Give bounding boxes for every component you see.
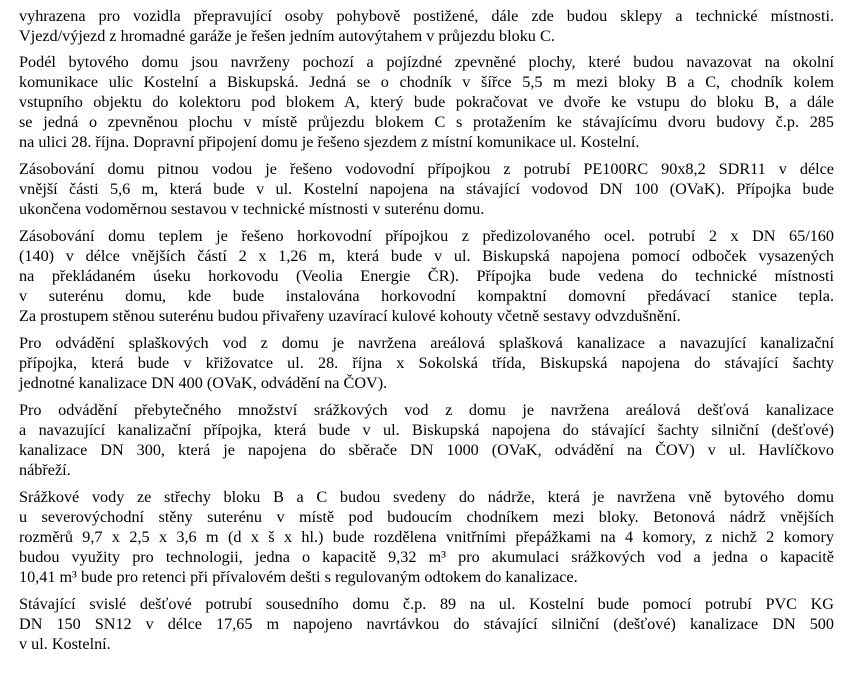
text-line: Vjezd/výjezd z hromadné garáže je řešen jedním autovýtahem v průjezdu bloku C. bbox=[19, 27, 555, 45]
paragraph-rain-tank bbox=[19, 487, 834, 587]
paragraph-parking bbox=[19, 6, 834, 46]
text-line: Zásobování domu teplem je řešeno horkovodní přípojkou z předizolovaného ocel. potrubí 2 x DN 65/160 bbox=[19, 227, 834, 245]
paragraph-paved-areas bbox=[19, 52, 834, 152]
text-line: přípojka, která bude v křižovatce ul. 28. října x Sokolská třída, Biskupská napojena do stávající šachty bbox=[19, 354, 834, 372]
text-line: v suterénu domu, kde bude instalována horkovodní kompaktní domovní předávací stanice tepla. bbox=[19, 287, 834, 305]
text-line: budou využity pro technologii, jedna o kapacitě 9,32 m³ pro akumulaci srážkových vod a jedna o kapacitě bbox=[19, 548, 834, 566]
paragraph-sewage bbox=[19, 333, 834, 393]
text-line: DN 150 SN12 v délce 17,65 m napojeno navrtávkou do stávající silniční (dešťové) kanalizace DN 500 bbox=[19, 615, 834, 633]
text-line: Srážkové vody ze střechy bloku B a C budou svedeny do nádrže, která je navržena vně bytového domu bbox=[19, 488, 834, 506]
text-line: vstupního objektu do kolektoru pod blokem A, který bude pokračovat ve dvoře ke vstupu do bloku B, a dále bbox=[19, 93, 834, 111]
paragraph-heating bbox=[19, 226, 834, 326]
text-line: Pro odvádění splaškových vod z domu je navržena areálová splašková kanalizace a navazující kanalizační bbox=[19, 334, 834, 352]
text-line: 10,41 m³ bude pro retenci při přívalovém dešti s regulovaným odtokem do kanalizace. bbox=[19, 568, 578, 586]
paragraph-water-supply bbox=[19, 159, 834, 219]
text-line: nábřeží. bbox=[19, 461, 71, 479]
text-line: Zásobování domu pitnou vodou je řešeno vodovodní přípojkou z potrubí PE100RC 90x8,2 SDR11 v délce bbox=[19, 160, 834, 178]
text-line: vyhrazena pro vozidla přepravující osoby pohybově postižené, dále zde budou sklepy a technické místnosti. bbox=[19, 7, 834, 25]
text-line: u severovýchodní stěny suterénu v místě pod budoucím chodníkem mezi bloky. Betonová nádrž vnějších bbox=[19, 508, 834, 526]
text-line: Pro odvádění přebytečného množství srážkových vod z domu je navržena areálová dešťová kanalizace bbox=[19, 401, 834, 419]
text-line: kanalizace DN 300, která je napojena do sběrače DN 1000 (OVaK, odvádění na ČOV) v ul. Havlíčkovo bbox=[19, 441, 834, 459]
text-line: a navazující kanalizační přípojka, která bude v ul. Biskupská napojena do stávající šachty silniční (dešťové) bbox=[19, 421, 834, 439]
text-line: vnější části 5,6 m, která bude v ul. Kostelní napojena na stávající vodovod DN 100 (OVaK). Přípojka bude bbox=[19, 180, 834, 198]
text-line: Podél bytového domu jsou navrženy pochozí a pojízdné zpevněné plochy, které budou navazovat na okolní bbox=[19, 53, 834, 71]
text-line: Za prostupem stěnou suterénu budou přivařeny uzavírací kulové kohouty včetně sestavy odvzdušnění. bbox=[19, 307, 681, 325]
text-line: na překládaném úseku horkovodu (Veolia Energie ČR). Přípojka bude vedena do technické místnosti bbox=[19, 267, 834, 285]
paragraph-storm-water bbox=[19, 400, 834, 480]
text-line: se jedná o zpevněnou plochu v místě průjezdu blokem C s protažením ke stávajícímu dvoru budovy č.p. 285 bbox=[19, 113, 834, 131]
text-line: Stávající svislé dešťové potrubí sousedního domu č.p. 89 na ul. Kostelní bude pomocí potrubí PVC KG bbox=[19, 595, 834, 613]
text-line: (140) v délce vnějších částí 2 x 1,26 m, která bude v ul. Biskupská napojena pomocí odboček vysazených bbox=[19, 247, 834, 265]
paragraph-downpipe bbox=[19, 594, 834, 654]
text-line: jednotné kanalizace DN 400 (OVaK, odvádění na ČOV). bbox=[19, 374, 388, 392]
text-line: komunikace ulic Kostelní a Biskupská. Jedná se o chodník v šířce 5,5 m mezi bloky B a C, chodník kolem bbox=[19, 73, 834, 91]
text-line: v ul. Kostelní. bbox=[19, 635, 111, 653]
text-line: rozměrů 9,7 x 2,5 x 3,6 m (d x š x hl.) bude rozdělena vnitřními přepážkami na 4 komory, z nichž 2 komory bbox=[19, 528, 834, 546]
text-line: na ulici 28. října. Dopravní připojení domu je řešeno sjezdem z místní komunikace ul. Kostelní. bbox=[19, 133, 640, 151]
text-line: ukončena vodoměrnou sestavou v technické místnosti v suterénu domu. bbox=[19, 200, 485, 218]
document-page bbox=[19, 6, 834, 661]
